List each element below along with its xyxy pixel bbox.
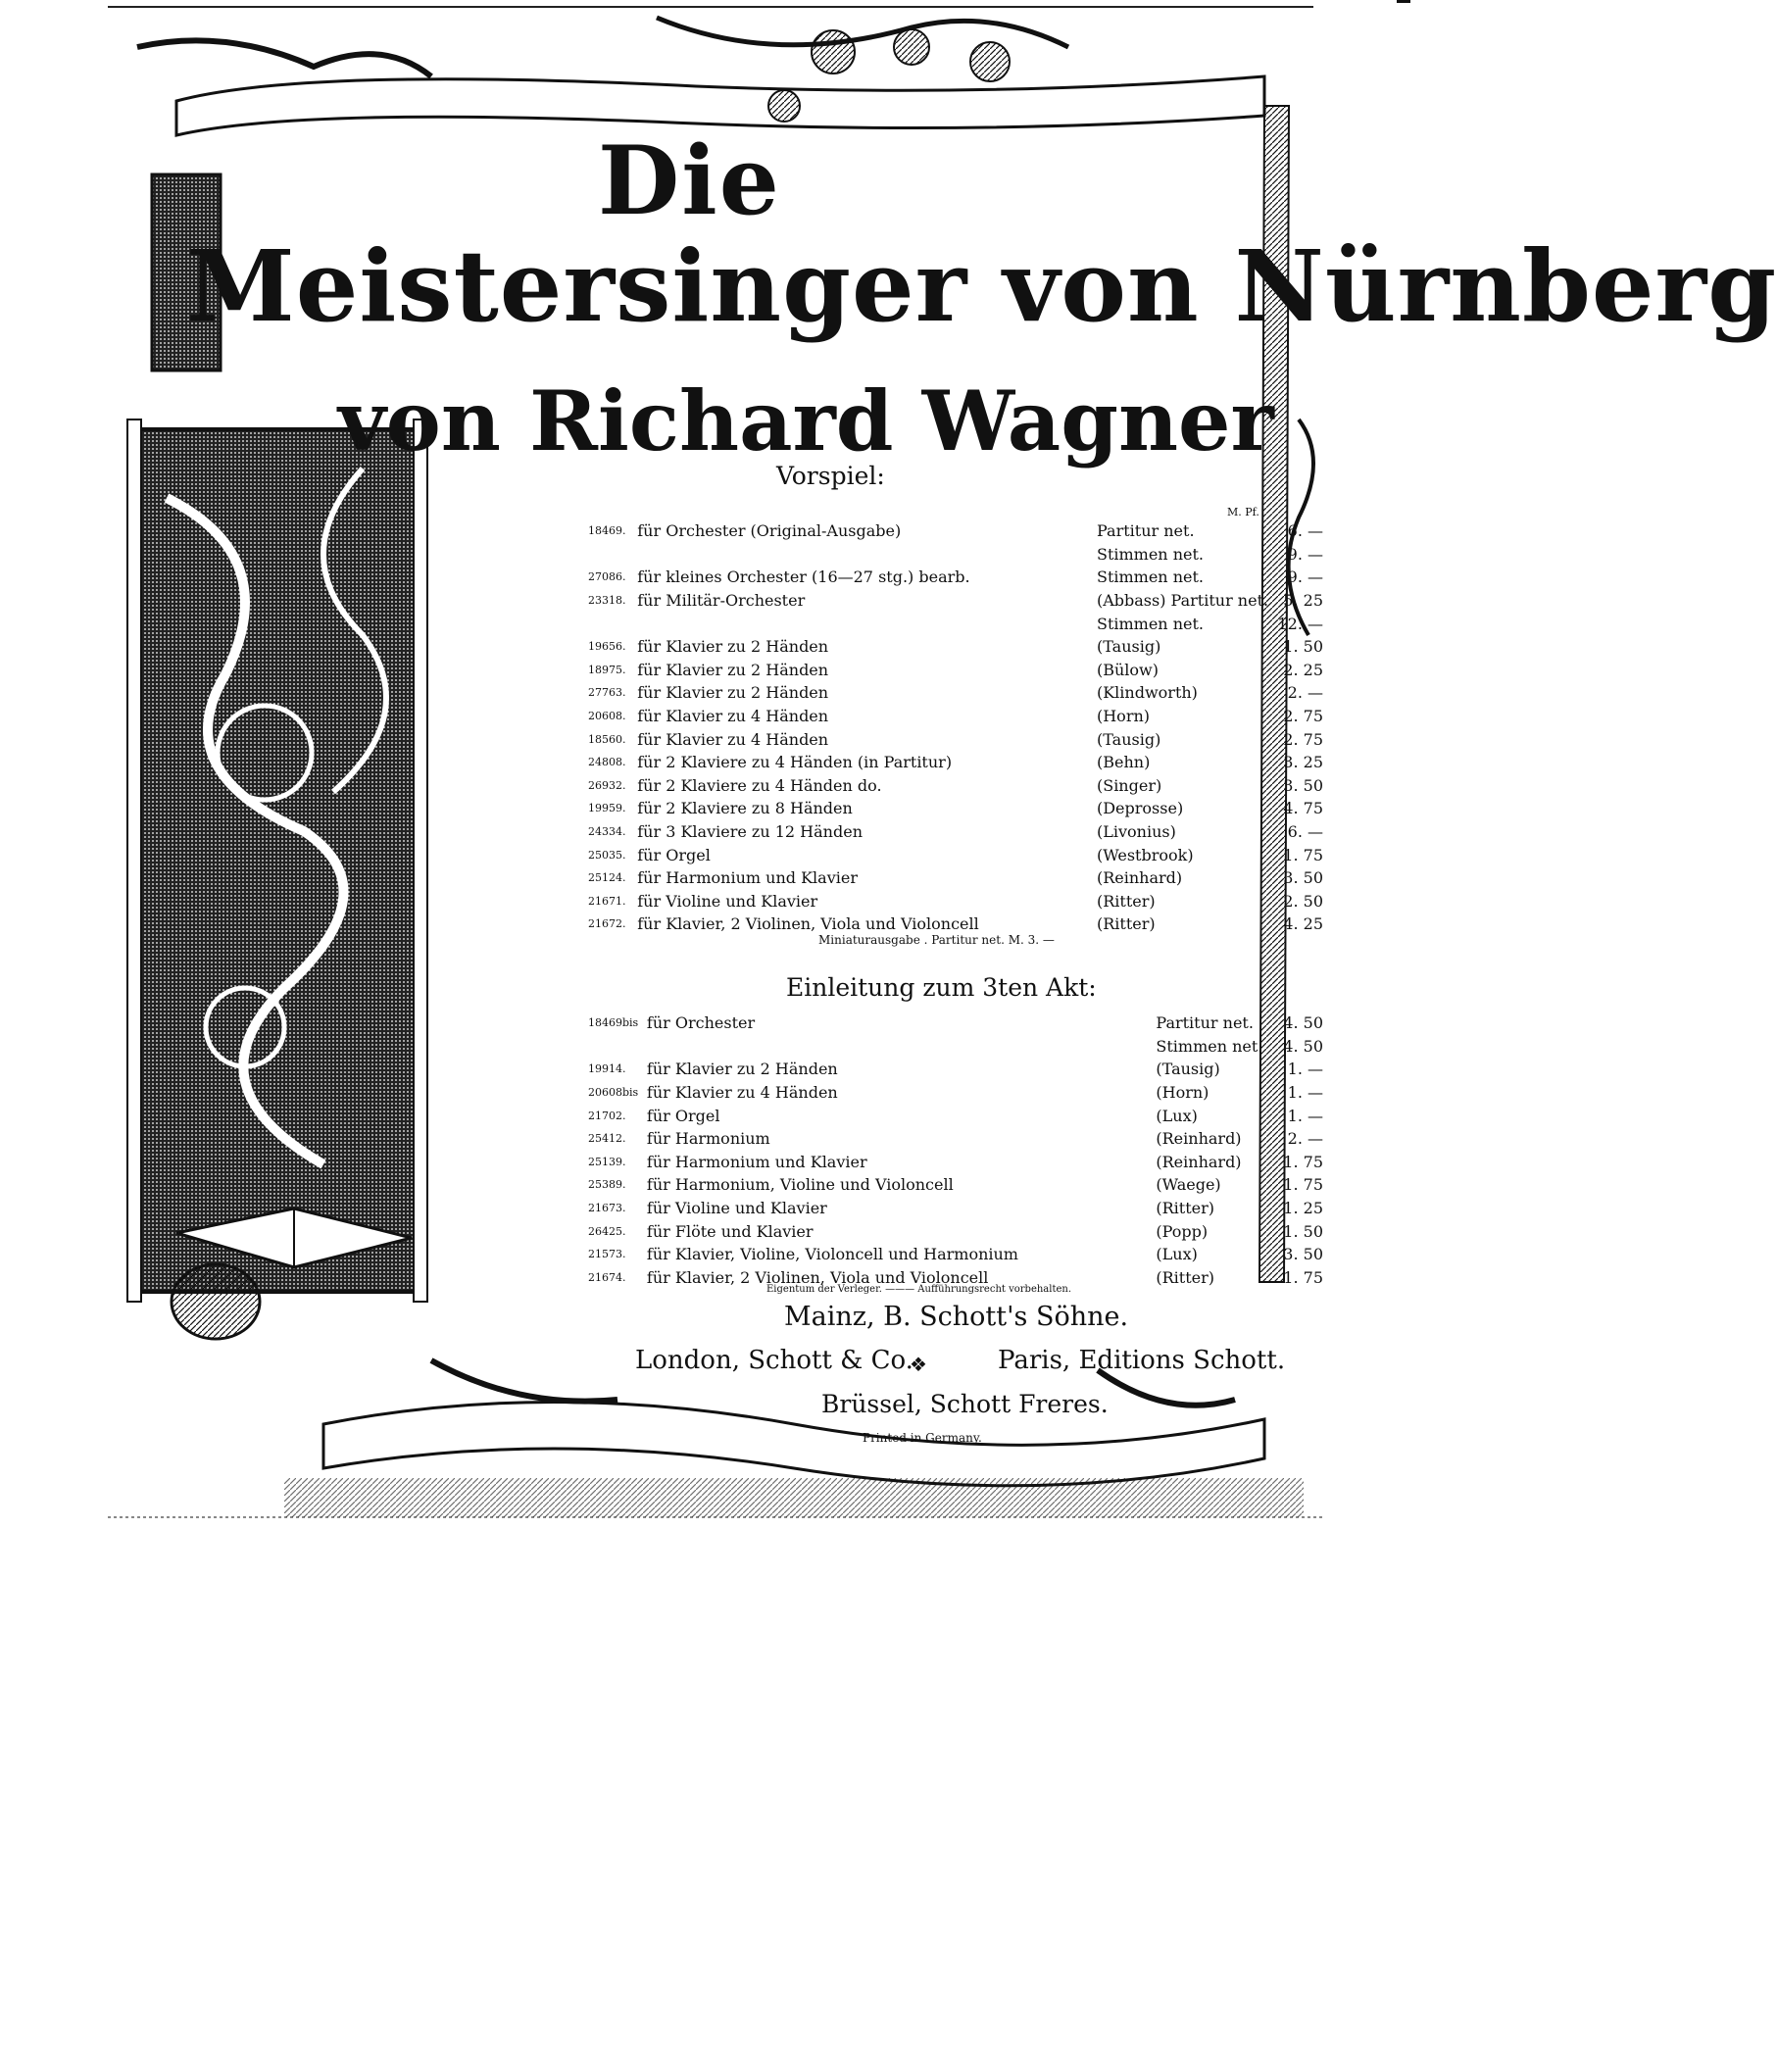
title-main: Meistersinger von Nürnberg [186, 228, 1777, 344]
arranger: (Ritter) [1096, 891, 1156, 911]
price: 1. 75 [1283, 1267, 1323, 1287]
table-row [588, 635, 1323, 659]
price: 4. 25 [1283, 914, 1323, 934]
currency-label: M. Pf. [1227, 506, 1259, 518]
table-row [588, 519, 1323, 543]
arranger: (Deprosse) [1096, 799, 1184, 818]
instrumentation: für Klavier, Violine, Violoncell und Harmonium [646, 1245, 1018, 1264]
rights-notice: Eigentum der Verleger. ——— Aufführungsrecht vorbehalten. [766, 1284, 1072, 1295]
arranger: Stimmen net. [1096, 567, 1204, 587]
table-row [588, 1058, 1323, 1081]
table-row [588, 1243, 1323, 1266]
table-row [588, 1173, 1323, 1197]
catalog-number: 19656. [588, 640, 626, 654]
catalog-number: 21671. [588, 894, 626, 908]
price: 3. 50 [1283, 1245, 1323, 1264]
arranger: (Reinhard) [1096, 868, 1183, 888]
price: 5. 25 [1283, 591, 1323, 611]
price: 3. 50 [1283, 775, 1323, 795]
catalog-number: 26425. [588, 1224, 626, 1238]
table-row [588, 1011, 1323, 1035]
instrumentation: für Klavier zu 2 Händen [646, 1060, 838, 1079]
price: 1. 75 [1283, 1152, 1323, 1171]
price: 9. — [1287, 544, 1323, 564]
instrumentation [637, 543, 1097, 567]
price: 2. — [1287, 683, 1323, 703]
catalog-number: 27763. [588, 686, 626, 700]
price: 3. 50 [1283, 868, 1323, 888]
catalog-number: 25124. [588, 871, 626, 885]
einleitung-table [588, 1011, 1323, 1289]
catalog-number: 23318. [588, 594, 626, 608]
price: 9. — [1287, 567, 1323, 587]
catalog-number: 20608. [588, 710, 626, 723]
table-row [588, 1035, 1323, 1059]
arranger: (Lux) [1156, 1106, 1198, 1125]
instrumentation: für Klavier, 2 Violinen, Viola und Violoncell [637, 914, 979, 934]
instrumentation: für Klavier zu 4 Händen [637, 707, 829, 726]
price: 12. — [1277, 614, 1323, 633]
price: 4. 50 [1283, 1036, 1323, 1056]
arranger: (Abbass) Partitur net. [1096, 591, 1269, 611]
instrumentation: für Klavier zu 4 Händen [637, 729, 829, 749]
arranger: (Lux) [1156, 1245, 1198, 1264]
price: 1. 75 [1283, 845, 1323, 864]
catalog-number: 26932. [588, 778, 626, 792]
catalog-number: 18469. [588, 524, 626, 538]
catalog-number: 24334. [588, 825, 626, 839]
arranger: (Horn) [1096, 707, 1151, 726]
catalog-number: 21674. [588, 1270, 626, 1284]
arranger: Partitur net. [1156, 1013, 1254, 1033]
catalog-number: 25412. [588, 1132, 626, 1146]
instrumentation: für Orgel [637, 845, 711, 864]
price: 1. 50 [1283, 637, 1323, 657]
arranger: (Tausig) [1156, 1060, 1220, 1079]
instrumentation: für Harmonium und Klavier [637, 868, 858, 888]
table-row [588, 659, 1323, 682]
price: 2. 75 [1283, 707, 1323, 726]
price: 6. — [1287, 822, 1323, 842]
corner-mark [1397, 0, 1410, 3]
table-row [588, 774, 1323, 798]
title-page [108, 8, 1777, 1537]
einleitung-heading: Einleitung zum 3ten Akt: [786, 973, 1097, 1002]
arranger: Partitur net. [1096, 521, 1195, 541]
instrumentation: für Klavier zu 2 Händen [637, 637, 829, 657]
arranger: (Ritter) [1156, 1267, 1215, 1287]
arranger: (Livonius) [1096, 822, 1176, 842]
catalog-number: 24808. [588, 756, 626, 769]
table-row [588, 681, 1323, 705]
arranger: (Popp) [1156, 1221, 1209, 1241]
price: 1. 75 [1283, 1175, 1323, 1195]
table-row [588, 820, 1323, 844]
catalog-number: 21672. [588, 917, 626, 931]
price: 6. — [1287, 521, 1323, 541]
vorspiel-heading: Vorspiel: [776, 462, 885, 490]
table-row [588, 1104, 1323, 1127]
catalog-number: 21702. [588, 1109, 626, 1122]
publisher-london: London, Schott & Co. [635, 1346, 913, 1375]
price: 1. 50 [1283, 1221, 1323, 1241]
price: 3. 25 [1283, 753, 1323, 772]
catalog-number: 21573. [588, 1248, 626, 1261]
arranger: (Klindworth) [1096, 683, 1198, 703]
instrumentation: für Militär-Orchester [637, 591, 806, 611]
arranger: (Bülow) [1096, 660, 1159, 679]
catalog-number: 25389. [588, 1178, 626, 1192]
composer-line: von Richard Wagner [338, 372, 1274, 469]
table-row [588, 705, 1323, 728]
arranger: Stimmen net. [1096, 614, 1204, 633]
arranger: (Horn) [1156, 1083, 1209, 1103]
table-row [588, 612, 1323, 635]
table-row [588, 1127, 1323, 1151]
catalog-number: 25035. [588, 848, 626, 862]
instrumentation: für kleines Orchester (16—27 stg.) bearb. [637, 567, 970, 587]
price: 2. 75 [1283, 729, 1323, 749]
instrumentation: für Klavier, 2 Violinen, Viola und Violoncell [646, 1267, 989, 1287]
table-row [588, 543, 1323, 567]
instrumentation: für Harmonium, Violine und Violoncell [646, 1175, 954, 1195]
publisher-paris: Paris, Editions Schott. [998, 1346, 1286, 1375]
instrumentation [647, 1035, 1156, 1059]
price: 1. 25 [1283, 1199, 1323, 1218]
arranger: Stimmen net. [1096, 544, 1204, 564]
arranger: (Tausig) [1096, 637, 1161, 657]
table-row [588, 727, 1323, 751]
catalog-number: 18469bis [588, 1016, 639, 1030]
arranger: (Singer) [1096, 775, 1162, 795]
arranger: (Tausig) [1096, 729, 1161, 749]
table-row [588, 1219, 1323, 1243]
catalog-number: 18975. [588, 663, 626, 676]
catalog-number: 20608bis [588, 1086, 639, 1100]
table-row [588, 866, 1323, 890]
arranger: (Reinhard) [1156, 1129, 1242, 1149]
instrumentation: für Orchester [646, 1013, 756, 1033]
table-row [588, 1151, 1323, 1174]
arranger: (Ritter) [1096, 914, 1156, 934]
catalog-number [588, 1035, 647, 1059]
instrumentation: für Orchester (Original-Ausgabe) [637, 521, 902, 541]
catalog-number: 18560. [588, 732, 626, 746]
miniature-edition: Miniaturausgabe . Partitur net. M. 3. — [818, 933, 1055, 947]
arranger: Stimmen net. [1156, 1036, 1263, 1056]
instrumentation: für 2 Klaviere zu 4 Händen do. [637, 775, 882, 795]
table-row [588, 589, 1323, 613]
instrumentation: für Flöte und Klavier [646, 1221, 814, 1241]
arranger: (Waege) [1156, 1175, 1221, 1195]
price: 1. — [1287, 1106, 1323, 1125]
instrumentation: für 2 Klaviere zu 8 Händen [637, 799, 853, 818]
catalog-number: 19914. [588, 1062, 626, 1076]
price: 2. 25 [1283, 660, 1323, 679]
publisher-mainz: Mainz, B. Schott's Söhne. [784, 1302, 1129, 1332]
instrumentation: für 2 Klaviere zu 4 Händen (in Partitur) [637, 753, 953, 772]
publisher-bruessel: Brüssel, Schott Freres. [821, 1390, 1109, 1418]
instrumentation: für Klavier zu 4 Händen [646, 1083, 838, 1103]
price: 1. — [1287, 1060, 1323, 1079]
catalog-number [588, 543, 637, 567]
table-row [588, 566, 1323, 589]
table-row [588, 797, 1323, 820]
catalog-number: 19959. [588, 802, 626, 815]
instrumentation: für 3 Klaviere zu 12 Händen [637, 822, 863, 842]
instrumentation: für Harmonium [646, 1129, 770, 1149]
price: 2. — [1287, 1129, 1323, 1149]
table-row [588, 751, 1323, 774]
table-row [588, 890, 1323, 913]
catalog-number: 21673. [588, 1202, 626, 1215]
table-row [588, 1197, 1323, 1220]
price: 4. 75 [1283, 799, 1323, 818]
instrumentation: für Orgel [646, 1106, 720, 1125]
vorspiel-table [588, 519, 1323, 936]
arranger: (Westbrook) [1096, 845, 1194, 864]
instrumentation: für Violine und Klavier [637, 891, 818, 911]
ornament-icon: ❖ [910, 1353, 927, 1376]
price: 2. 50 [1283, 891, 1323, 911]
table-row [588, 843, 1323, 866]
title-die: Die [598, 125, 781, 236]
instrumentation: für Violine und Klavier [646, 1199, 827, 1218]
catalog-number: 27086. [588, 570, 626, 584]
price: 1. — [1287, 1083, 1323, 1103]
instrumentation: für Harmonium und Klavier [646, 1152, 867, 1171]
instrumentation: für Klavier zu 2 Händen [637, 683, 829, 703]
instrumentation [637, 612, 1097, 635]
printed-in: Printed in Germany. [863, 1431, 982, 1445]
arranger: (Behn) [1096, 753, 1151, 772]
catalog-number [588, 612, 637, 635]
instrumentation: für Klavier zu 2 Händen [637, 660, 829, 679]
table-row [588, 1081, 1323, 1105]
catalog-number: 25139. [588, 1155, 626, 1168]
arranger: (Ritter) [1156, 1199, 1215, 1218]
arranger: (Reinhard) [1156, 1152, 1242, 1171]
price: 4. 50 [1283, 1013, 1323, 1033]
